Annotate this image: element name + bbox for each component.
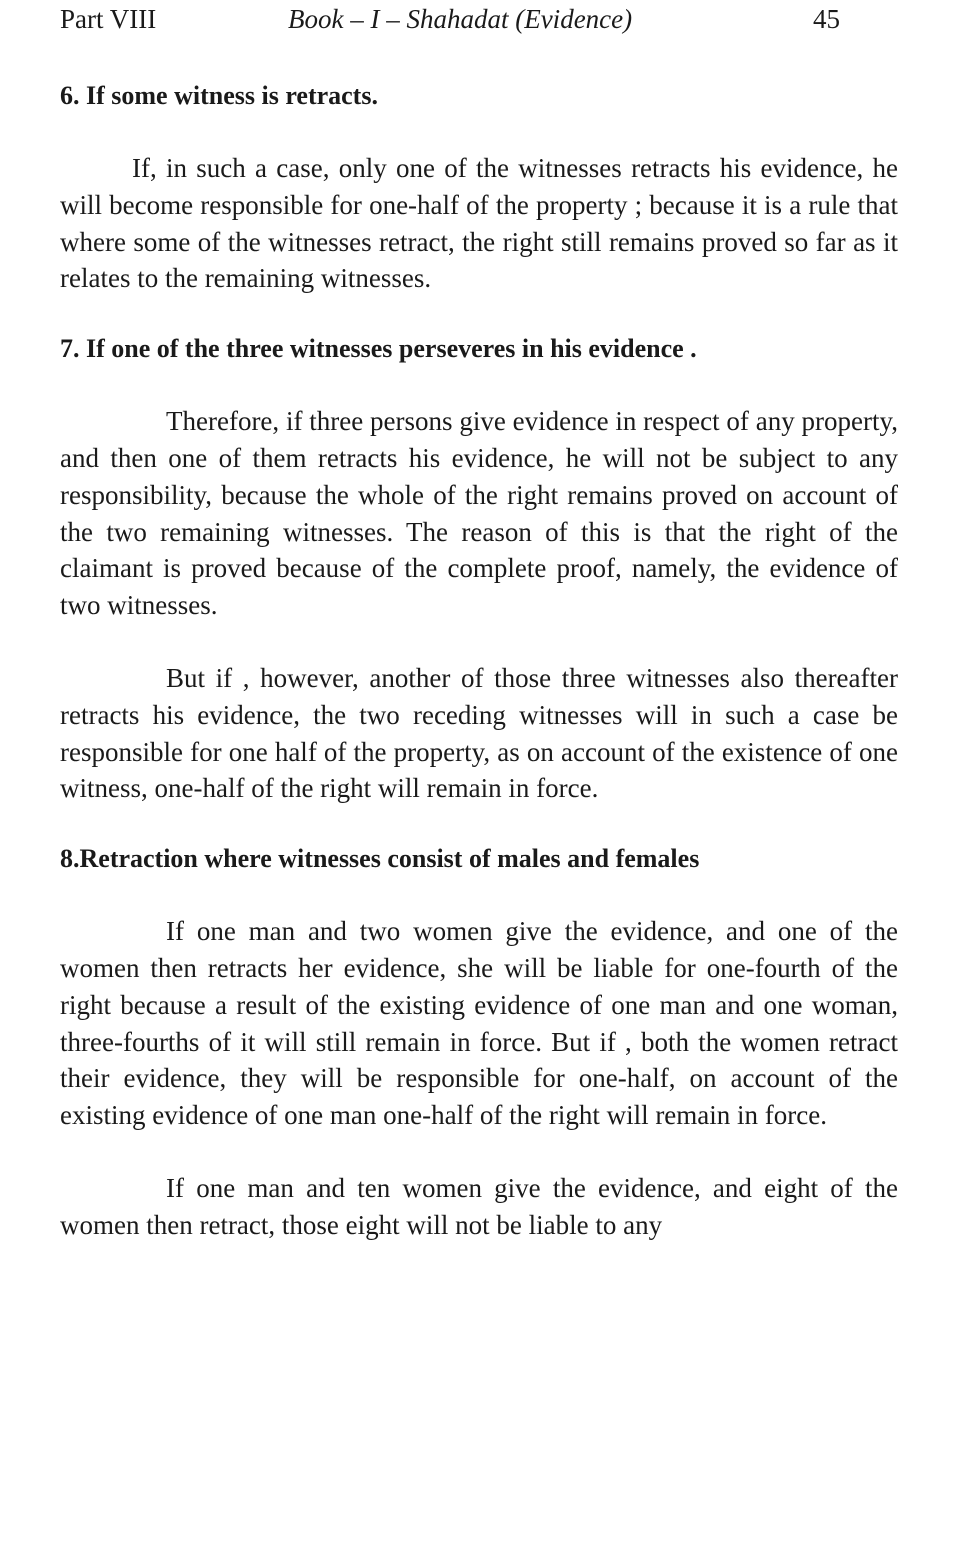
section-paragraph: If one man and ten women give the evidence, and eight of the women then retract, those eight will not be liable to any xyxy=(60,1172,898,1240)
section-heading: 8.Retraction where witnesses consist of males and females xyxy=(60,844,700,874)
section-paragraph: Therefore, if three persons give evidence in respect of any property, and then one of them retracts his evidence, he will not be subject to any responsibility, because the whole of the right remains proved on account of the two remaining witnesses. The reason of this is that the right of the claimant is proved because of the complete proof, namely, the evidence of two witnesses. xyxy=(60,406,898,621)
section-heading: 6. If some witness is retracts. xyxy=(60,81,378,110)
section-paragraph: But if , however, another of those three witnesses also thereafter retracts his evidence, the two receding witnesses will in such a case be responsible for one half of the property, as on account of the existence of one witness, one-half of the right will remain in force. xyxy=(60,662,898,804)
page-content xyxy=(60,78,898,1244)
page-header xyxy=(60,4,840,40)
section-heading: 7. If one of the three witnesses perseveres in his evidence . xyxy=(60,334,697,364)
page-number: 45 xyxy=(813,4,840,34)
header-title: Book – I – Shahadat (Evidence) xyxy=(288,4,633,34)
section-paragraph: If one man and two women give the evidence, and one of the women then retracts her evidence, she will be liable for one-fourth of the right because a result of the existing evidence of one man and one woman, three-fourths of it will still remain in force. But if , both the women retract their evidence, they will be responsible for one-half, on account of the existing evidence of one man one-half of the right will remain in force. xyxy=(60,916,898,1131)
header-part: Part VIII xyxy=(60,4,157,34)
section-paragraph: If, in such a case, only one of the witnesses retracts his evidence, he will become responsible for one-half of the property ; because it is a rule that where some of the witnesses retract, the right still remains proved so far as it relates to the remaining witnesses. xyxy=(60,153,898,294)
